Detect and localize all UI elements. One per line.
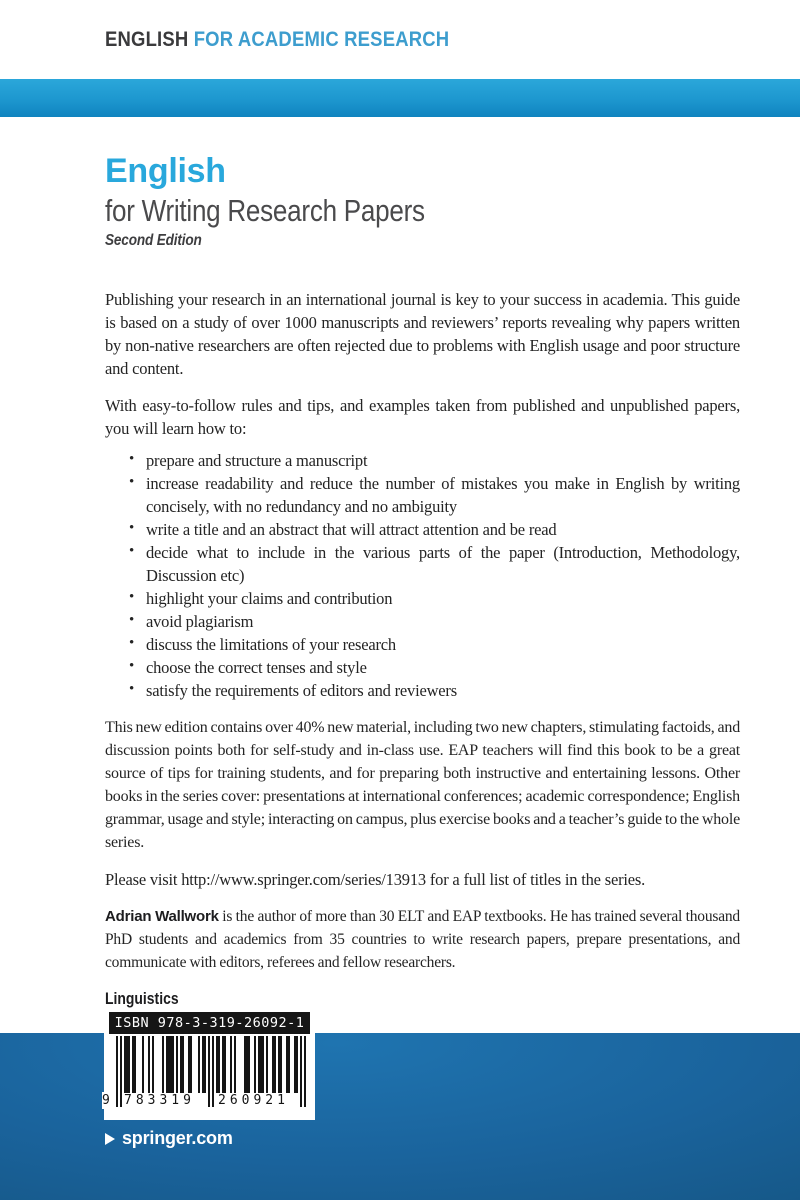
barcode-digit-first: 9 (102, 1093, 114, 1108)
list-item: • choose the correct tenses and style (129, 656, 740, 679)
learning-points-list (129, 449, 740, 702)
bullet-icon: • (129, 612, 135, 628)
list-item: • write a title and an abstract that will attract attention and be read (129, 518, 740, 541)
list-item: • increase readability and reduce the number of mistakes you make in English by writing concisely, with no redundancy and no ambiguity (129, 472, 740, 518)
author-name: Adrian Wallwork (105, 908, 219, 925)
edition-note-paragraph: This new edition contains over 40% new material, including two new chapters, stimulating factoids, and discussion points both for self-study and in-class use. EAP teachers will find this book to be a great source of tips for training students, and for preparing both instructive and entertaining lessons. Other books in the series cover: presentations at international conferences; academic correspondence; English grammar, usage and style; interacting on campus, plus exercise books and a teacher’s guide to the whole series. (105, 719, 740, 851)
series-header (105, 28, 449, 52)
intro-paragraph: Publishing your research in an international journal is key to your success in academia. This guide is based on a study of over 1000 manuscripts and reviewers’ reports revealing why papers written by non-native researchers are often rejected due to problems with English usage and poor structure and content. (105, 290, 740, 378)
bullet-icon: • (129, 474, 135, 490)
list-item: • decide what to include in the various parts of the paper (Introduction, Methodology, Discussion etc) (129, 541, 740, 587)
author-paragraph (105, 905, 740, 974)
content-column (105, 152, 740, 1009)
list-item: • discuss the limitations of your research (129, 633, 740, 656)
category-label: Linguistics (105, 989, 179, 1008)
book-subtitle: for Writing Research Papers (105, 193, 425, 228)
series-header-bold: ENGLISH (105, 28, 189, 51)
list-item: • satisfy the requirements of editors and reviewers (129, 679, 740, 702)
springer-site-label: springer.com (122, 1128, 233, 1148)
color-stripe (0, 79, 800, 117)
isbn-bar (109, 1012, 310, 1034)
bullet-icon: • (129, 451, 135, 467)
isbn-label: ISBN 978-3-319-26092-1 (114, 1015, 305, 1031)
springer-footer (105, 1128, 233, 1149)
barcode-panel (104, 1008, 315, 1120)
barcode-digit-group-2: 260921 (218, 1093, 289, 1108)
list-item: • prepare and structure a manuscript (129, 449, 740, 472)
edition-label: Second Edition (105, 232, 202, 249)
bullet-icon: • (129, 520, 135, 536)
series-header-rest: FOR ACADEMIC RESEARCH (193, 28, 450, 51)
list-item: • highlight your claims and contribution (129, 587, 740, 610)
bullet-icon: • (129, 658, 135, 674)
bullet-icon: • (129, 543, 135, 559)
author-bio-text: is the author of more than 30 ELT and EAP textbooks. He has trained several thousand PhD students and academics from 35 countries to write research papers, prepare presentations, and communicate with editors, referees and fellow researchers. (105, 908, 740, 971)
bullet-icon: • (129, 635, 135, 651)
barcode-digit-group-1: 783319 (124, 1093, 195, 1108)
learn-intro-paragraph: With easy-to-follow rules and tips, and examples taken from published and unpublished papers, you will learn how to: (105, 396, 740, 438)
book-title: English (105, 152, 226, 190)
barcode-bars (102, 1036, 306, 1118)
list-item: • avoid plagiarism (129, 610, 740, 633)
bullet-icon: • (129, 589, 135, 605)
series-link-paragraph: Please visit http://www.springer.com/series/13913 for a full list of titles in the series. (105, 870, 646, 889)
bullet-icon: • (129, 681, 135, 697)
arrow-icon (105, 1133, 115, 1145)
